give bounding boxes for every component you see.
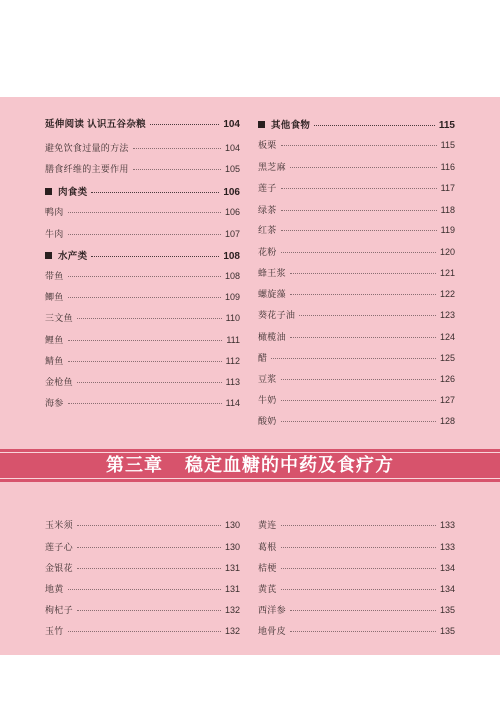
page-number: 117	[440, 183, 455, 193]
toc-entry[interactable]	[45, 227, 240, 240]
entry-label-text: 酸奶	[258, 417, 277, 427]
dot-leader	[68, 296, 221, 298]
dot-leader	[281, 567, 436, 569]
entry-label	[45, 396, 64, 409]
dot-leader	[68, 275, 221, 277]
page-number: 130	[224, 542, 240, 552]
entry-label	[45, 540, 73, 553]
dot-leader	[91, 191, 219, 193]
entry-label	[258, 181, 277, 194]
dot-leader	[281, 399, 436, 401]
entry-label-text: 橄榄油	[258, 333, 286, 343]
page-number: 109	[224, 292, 240, 302]
entry-label-text: 其他食物	[271, 120, 311, 131]
entry-label-text: 鸭肉	[45, 208, 64, 218]
entry-label-text: 花粉	[258, 248, 277, 258]
page-number: 133	[439, 520, 455, 530]
dot-leader	[281, 229, 437, 231]
page-number: 128	[439, 416, 455, 426]
entry-label-text: 西洋参	[258, 606, 286, 616]
entry-label	[45, 141, 129, 154]
entry-label-text: 红茶	[258, 226, 277, 236]
entry-label	[258, 561, 277, 574]
dot-leader	[290, 630, 436, 632]
page-number: 111	[226, 335, 240, 345]
toc-entry[interactable]	[258, 223, 455, 236]
toc-entry[interactable]	[258, 266, 455, 279]
entry-label	[45, 311, 73, 324]
entry-label-text: 地骨皮	[258, 627, 286, 637]
entry-label	[45, 205, 64, 218]
entry-label-text: 板栗	[258, 141, 277, 151]
page-number: 106	[224, 207, 240, 217]
toc-section-heading[interactable]	[45, 184, 240, 198]
entry-label-text: 海参	[45, 399, 64, 409]
page-number: 115	[438, 120, 455, 131]
page-number: 113	[225, 377, 240, 387]
section-heading-label	[45, 184, 87, 198]
section-heading-label	[45, 116, 146, 130]
toc-entry[interactable]	[45, 396, 240, 409]
dot-leader	[281, 209, 437, 211]
chapter-number: 第三章	[106, 455, 163, 476]
dot-leader	[68, 630, 221, 632]
dot-leader	[290, 336, 436, 338]
toc-entry[interactable]	[258, 287, 455, 300]
dot-leader	[299, 314, 436, 316]
entry-label-text: 醋	[258, 354, 268, 364]
toc-entry[interactable]	[258, 540, 455, 553]
dot-leader	[281, 251, 436, 253]
entry-label	[258, 308, 295, 321]
page-number: 135	[439, 626, 455, 636]
entry-label	[258, 330, 286, 343]
toc-entry[interactable]	[45, 354, 240, 367]
entry-label-text: 鲭鱼	[45, 357, 64, 367]
entry-label	[258, 160, 286, 173]
entry-label	[45, 603, 73, 616]
entry-label-text: 金银花	[45, 564, 73, 574]
entry-label	[258, 245, 277, 258]
page-number: 107	[224, 229, 240, 239]
entry-label	[258, 624, 286, 637]
entry-label	[45, 290, 64, 303]
dot-leader	[271, 357, 436, 359]
entry-label	[258, 138, 277, 151]
entry-label-text: 水产类	[58, 251, 88, 262]
toc-entry[interactable]	[45, 333, 240, 346]
toc-section-heading[interactable]	[45, 116, 240, 130]
page-number: 126	[439, 374, 455, 384]
entry-label-text: 葛根	[258, 543, 277, 553]
toc-entry[interactable]	[45, 582, 240, 595]
dot-leader	[77, 524, 221, 526]
section-heading-label	[45, 248, 87, 262]
page-number: 130	[224, 520, 240, 530]
entry-label-text: 莲子心	[45, 543, 73, 553]
dot-leader	[77, 546, 221, 548]
page-number: 135	[439, 605, 455, 615]
chapter-title-text: 稳定血糖的中药及食疗方	[185, 455, 394, 476]
square-bullet-icon	[258, 121, 265, 128]
dot-leader	[77, 567, 221, 569]
toc-entry[interactable]	[45, 269, 240, 282]
entry-label-text: 螺旋藻	[258, 290, 286, 300]
entry-label	[258, 540, 277, 553]
entry-label-text: 玉米须	[45, 521, 73, 531]
page-number: 134	[439, 563, 455, 573]
page-number: 114	[225, 398, 240, 408]
entry-label	[45, 162, 129, 175]
entry-label-text: 葵花子油	[258, 311, 296, 321]
toc-entry[interactable]	[258, 582, 455, 595]
toc-entry[interactable]	[45, 162, 240, 175]
page-number: 132	[224, 626, 240, 636]
toc-entry[interactable]	[258, 203, 455, 216]
entry-label	[258, 393, 277, 406]
entry-label-text: 肉食类	[58, 187, 88, 198]
dot-leader	[150, 123, 219, 125]
dot-leader	[290, 272, 436, 274]
entry-label-text: 桔梗	[258, 564, 277, 574]
toc-entry[interactable]	[45, 311, 240, 324]
entry-label-text: 黑芝麻	[258, 163, 286, 173]
toc-entry[interactable]	[258, 160, 455, 173]
entry-label-text: 鲫鱼	[45, 293, 64, 303]
dot-leader	[281, 588, 436, 590]
toc-entry[interactable]	[258, 414, 455, 427]
toc-entry[interactable]	[258, 518, 455, 531]
dot-leader	[68, 211, 221, 213]
page-number: 134	[439, 584, 455, 594]
toc-entry[interactable]	[45, 603, 240, 616]
page-number: 127	[439, 395, 455, 405]
toc-entry[interactable]	[45, 518, 240, 531]
toc-entry[interactable]	[258, 245, 455, 258]
dot-leader	[68, 402, 222, 404]
entry-label	[45, 375, 73, 388]
entry-label-text: 玉竹	[45, 627, 64, 637]
dot-leader	[314, 124, 435, 126]
entry-label-text: 避免饮食过量的方法	[45, 144, 129, 154]
square-bullet-icon	[45, 252, 52, 259]
toc-entry[interactable]	[258, 561, 455, 574]
entry-label	[258, 414, 277, 427]
page-number: 115	[440, 140, 455, 150]
page-number: 106	[223, 187, 240, 198]
entry-label	[45, 227, 64, 240]
toc-entry[interactable]	[45, 624, 240, 637]
dot-leader	[290, 609, 436, 611]
page-number: 104	[224, 143, 240, 153]
entry-label-text: 延伸阅读 认识五谷杂粮	[45, 119, 146, 130]
dot-leader	[91, 255, 219, 257]
dot-leader	[281, 420, 436, 422]
entry-label	[45, 518, 73, 531]
toc-entry[interactable]	[258, 603, 455, 616]
entry-label-text: 黄芪	[258, 585, 277, 595]
page-number: 112	[225, 356, 240, 366]
toc-entry[interactable]	[258, 372, 455, 385]
entry-label-text: 豆浆	[258, 375, 277, 385]
entry-label-text: 膳食纤维的主要作用	[45, 165, 129, 175]
dot-leader	[290, 293, 436, 295]
toc-entry[interactable]	[258, 351, 455, 364]
entry-label	[258, 582, 277, 595]
toc-entry[interactable]	[258, 181, 455, 194]
entry-label	[45, 333, 64, 346]
entry-label	[258, 287, 286, 300]
dot-leader	[133, 147, 221, 149]
page-number: 116	[440, 162, 455, 172]
toc-entry[interactable]	[258, 330, 455, 343]
entry-label-text: 牛奶	[258, 396, 277, 406]
banner-bottom-rule	[0, 478, 500, 479]
entry-label	[258, 603, 286, 616]
page-number: 105	[224, 164, 240, 174]
page-number: 104	[223, 119, 240, 130]
entry-label	[258, 351, 267, 364]
page-number: 108	[223, 251, 240, 262]
dot-leader	[68, 360, 222, 362]
page-number: 121	[439, 268, 455, 278]
entry-label	[45, 561, 73, 574]
entry-label-text: 枸杞子	[45, 606, 73, 616]
entry-label	[258, 223, 277, 236]
toc-entry[interactable]	[45, 540, 240, 553]
dot-leader	[281, 546, 436, 548]
page-number: 123	[439, 310, 455, 320]
top-white-margin	[0, 0, 500, 97]
chapter-banner	[0, 449, 500, 482]
toc-entry[interactable]	[258, 138, 455, 151]
entry-label-text: 地黄	[45, 585, 64, 595]
entry-label-text: 带鱼	[45, 272, 64, 282]
dot-leader	[68, 233, 221, 235]
dot-leader	[68, 588, 221, 590]
toc-entry[interactable]	[45, 561, 240, 574]
entry-label	[258, 203, 277, 216]
toc-entry[interactable]	[258, 624, 455, 637]
entry-label	[258, 518, 277, 531]
toc-entry[interactable]	[45, 205, 240, 218]
dot-leader	[281, 524, 436, 526]
dot-leader	[77, 381, 222, 383]
entry-label	[258, 372, 277, 385]
entry-label-text: 蜂王浆	[258, 269, 286, 279]
entry-label	[45, 269, 64, 282]
dot-leader	[68, 339, 223, 341]
page-number: 125	[439, 353, 455, 363]
dot-leader	[133, 168, 221, 170]
bottom-white-margin	[0, 655, 500, 705]
entry-label-text: 三文鱼	[45, 314, 73, 324]
toc-section-heading[interactable]	[45, 248, 240, 262]
dot-leader	[281, 378, 436, 380]
dot-leader	[77, 609, 221, 611]
entry-label-text: 金枪鱼	[45, 378, 73, 388]
page-number: 110	[225, 313, 240, 323]
entry-label-text: 莲子	[258, 184, 277, 194]
toc-entry[interactable]	[45, 375, 240, 388]
toc-entry[interactable]	[45, 141, 240, 154]
toc-entry[interactable]	[45, 290, 240, 303]
dot-leader	[290, 166, 437, 168]
toc-section-heading[interactable]	[258, 117, 455, 131]
entry-label-text: 鲤鱼	[45, 336, 64, 346]
entry-label-text: 绿茶	[258, 206, 277, 216]
page-number: 119	[440, 225, 455, 235]
entry-label	[45, 582, 64, 595]
entry-label	[258, 266, 286, 279]
page-number: 120	[439, 247, 455, 257]
toc-entry[interactable]	[258, 308, 455, 321]
toc-entry[interactable]	[258, 393, 455, 406]
section-heading-label	[258, 117, 310, 131]
page-number: 133	[439, 542, 455, 552]
page-number: 132	[224, 605, 240, 615]
page-number: 131	[224, 563, 240, 573]
dot-leader	[281, 144, 437, 146]
entry-label-text: 牛肉	[45, 230, 64, 240]
page-number: 124	[439, 332, 455, 342]
page-number: 118	[440, 205, 455, 215]
square-bullet-icon	[45, 188, 52, 195]
entry-label	[45, 354, 64, 367]
page-number: 131	[224, 584, 240, 594]
dot-leader	[281, 187, 437, 189]
page-number: 108	[224, 271, 240, 281]
entry-label	[45, 624, 64, 637]
entry-label-text: 黄连	[258, 521, 277, 531]
page-number: 122	[439, 289, 455, 299]
dot-leader	[77, 317, 222, 319]
